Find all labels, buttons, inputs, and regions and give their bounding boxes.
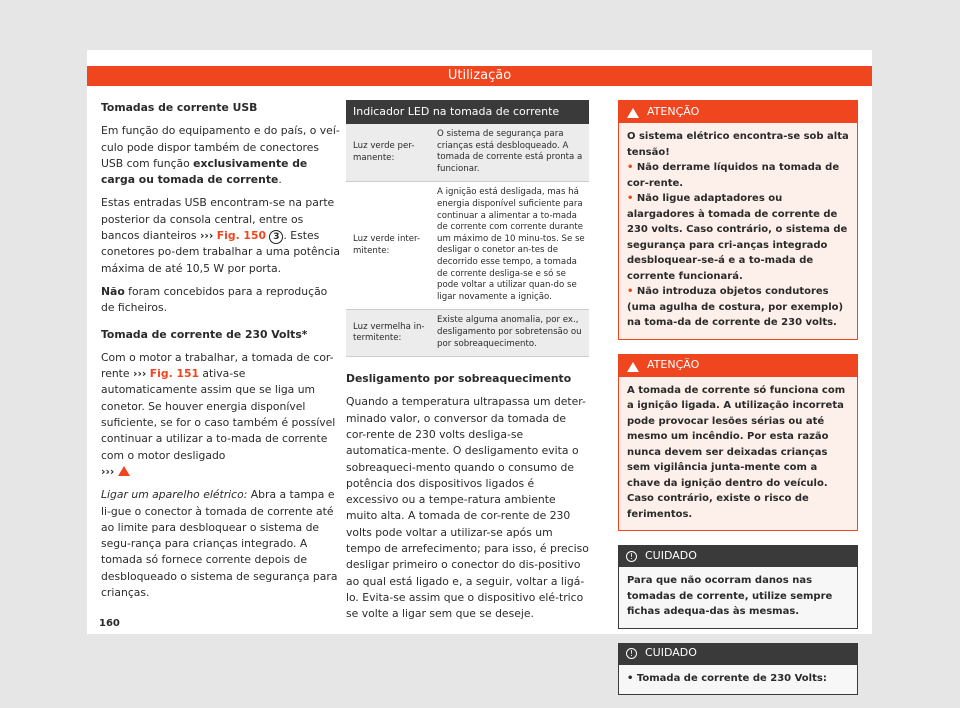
caution-body: • Tomada de corrente de 230 Volts: [618,665,858,696]
v230-paragraph-2 [101,487,341,601]
caution-header [618,643,858,665]
warning-box-1 [618,100,858,340]
figure-link[interactable]: Fig. 151 [149,367,199,381]
figure-link[interactable]: Fig. 150 [216,229,266,243]
reference-arrow: ››› [199,229,214,243]
warning-label: ATENÇÃO [647,358,700,372]
table-cell-label: Luz verde inter-mitente: [353,234,421,256]
overheat-heading: Desligamento por sobreaquecimento [346,372,572,386]
text-italic: Ligar um aparelho elétrico: [101,488,248,502]
warning-intro: O sistema elétrico encontra-se sob alta tensão! [627,131,849,158]
text-run: foram concebidos para a reprodução de ficheiros. [101,284,328,315]
text-run: Em função do equipamento e do país, o veí-culo pode dispor também de conectores USB com função [101,124,340,170]
reference-arrow: ››› [101,464,115,478]
v230-paragraph-1 [101,350,341,480]
bullet-text: Não ligue adaptadores ou alargadores à tomada de corrente de 230 volts. Caso contrário, o sistema de segurança para cri-anças integrado desbloquear-se-á e a to-mada de corrente funcionará. [627,193,848,282]
exclamation-icon: ! [626,551,637,562]
table-cell-desc: O sistema de segurança para crianças está desbloqueado. A tomada de corrente está pronta a funcionar. [437,129,583,174]
text-run: . [278,173,282,187]
exclamation-icon: ! [626,648,637,659]
warning-triangle-icon [627,108,639,118]
table-row [346,310,589,357]
table-cell-desc: Existe alguma anomalia, por ex., desligamento por sobretensão ou por sobreaquecimento. [437,315,582,349]
usb-paragraph-3 [101,284,341,317]
page-number: 160 [99,618,120,629]
text-bold: Não [101,284,125,298]
warning-label: ATENÇÃO [647,104,700,118]
warning-bullet: • Não introduza objetos condutores (uma agulha de costura, por exemplo) na toma-da de corrente de 230 volts. [627,286,844,328]
column-middle [346,100,589,630]
table-cell-label: Luz verde per-manente: [353,141,415,163]
warning-header [619,355,857,377]
text-run: Abra a tampa e li-gue o conector à tomada de corrente até ao limite para desbloquear o sistema de segu-rança para crianças integrado. A tomada só fornece corrente depois de desbloqueado o sistema de segurança para crianças. [101,488,338,600]
table-cell-desc: A ignição está desligada, mas há energia disponível suficiente para continuar a alimentar a to-mada de corrente com corrente durante um máximo de 10 minu-tos. Se se desligar o conetor an-tes de decorrido esse tempo, a tomada de corrente desliga-se e só se pode voltar a utilizar quan-do se ligar novamente a ignição. [437,187,585,302]
v230-heading: Tomada de corrente de 230 Volts* [101,327,308,341]
caution-label: CUIDADO [645,548,697,562]
column-right [618,100,858,705]
led-table [346,100,589,357]
text-bold: exclusivamente de carga ou tomada de corrente [101,156,308,187]
table-row [346,182,589,310]
warning-bullet: • Não derrame líquidos na tomada de cor-rente. [627,162,840,189]
overheat-paragraph: Quando a temperatura ultrapassa um deter-minado valor, o conversor da tomada de cor-rente de 230 volts desliga-se automatica-mente. O desligamento evita o sobreaqueci-mento quando o consumo de potência dos dispositivos ligados é excessivo ou a tempe-ratura ambiente muito alta. A tomada de cor-rente de 230 volts pode voltar a utilizar-se após um tempo de arrefecimento; para isso, é preciso desligar primeiro o conector do dis-positivo ao qual está ligado e, a seguir, voltar a ligá-lo. Evita-se assim que o dispositivo elé-trico se volte a ligar sem que se deseje. [346,395,589,621]
reference-arrow: ››› [133,367,147,381]
caution-box-2 [618,643,858,696]
usb-heading: Tomadas de corrente USB [101,101,258,114]
text-run: ativa-se automaticamente assim que se liga um conetor. Se houver energia disponível suficiente, se for o caso também é possível continuar a utilizar a to-mada de corrente com o motor desligado [101,367,336,462]
caution-header [618,545,858,567]
warning-triangle-icon [627,362,639,372]
bullet-text: Não derrame líquidos na tomada de cor-rente. [627,162,840,189]
usb-paragraph-2 [101,195,341,276]
warning-header [619,101,857,123]
callout-badge: 3 [269,230,283,244]
bullet-text: Tomada de corrente de 230 Volts: [636,672,827,684]
warning-body: A tomada de corrente só funciona com a ignição ligada. A utilização incorreta pode provocar lesões sérias ou até mesmo um incêndio. Por esta razão nunca devem ser deixadas crianças sem vigilância junta-mente com a chave da ignição dentro do veículo. Caso contrário, existe o risco de ferimentos. [619,377,857,531]
caution-box-1 [618,545,858,629]
column-left [101,100,341,608]
warning-icon[interactable] [118,466,130,476]
warning-bullet: • Não ligue adaptadores ou alargadores à tomada de corrente de 230 volts. Caso contrário, o sistema de segurança para cri-anças integrado desbloquear-se-á e a to-mada de corrente funcionará. [627,193,848,282]
table-cell-label: Luz vermelha in-termitente: [353,321,425,344]
usb-paragraph-1 [101,123,341,188]
caution-body: Para que não ocorram danos nas tomadas de corrente, utilize sempre fichas adequa-das às mesmas. [618,567,858,629]
caution-label: CUIDADO [645,646,697,660]
table-header: Indicador LED na tomada de corrente [346,100,589,124]
text-run: Com o motor a trabalhar, a tomada de cor-rente [101,350,334,381]
warning-body [619,123,857,339]
warning-box-2 [618,354,858,532]
text-run: . Estes conetores po-dem trabalhar a uma potência máxima de até 10,5 W por porta. [101,229,341,275]
text-run: Estas entradas USB encontram-se na parte posterior da consola central, entre os bancos dianteiros [101,196,335,243]
bullet-text: Não introduza objetos condutores (uma agulha de costura, por exemplo) na toma-da de corrente de 230 volts. [627,286,844,328]
table-row [346,124,589,182]
manual-page [87,50,872,684]
section-header: Utilização [87,66,872,86]
